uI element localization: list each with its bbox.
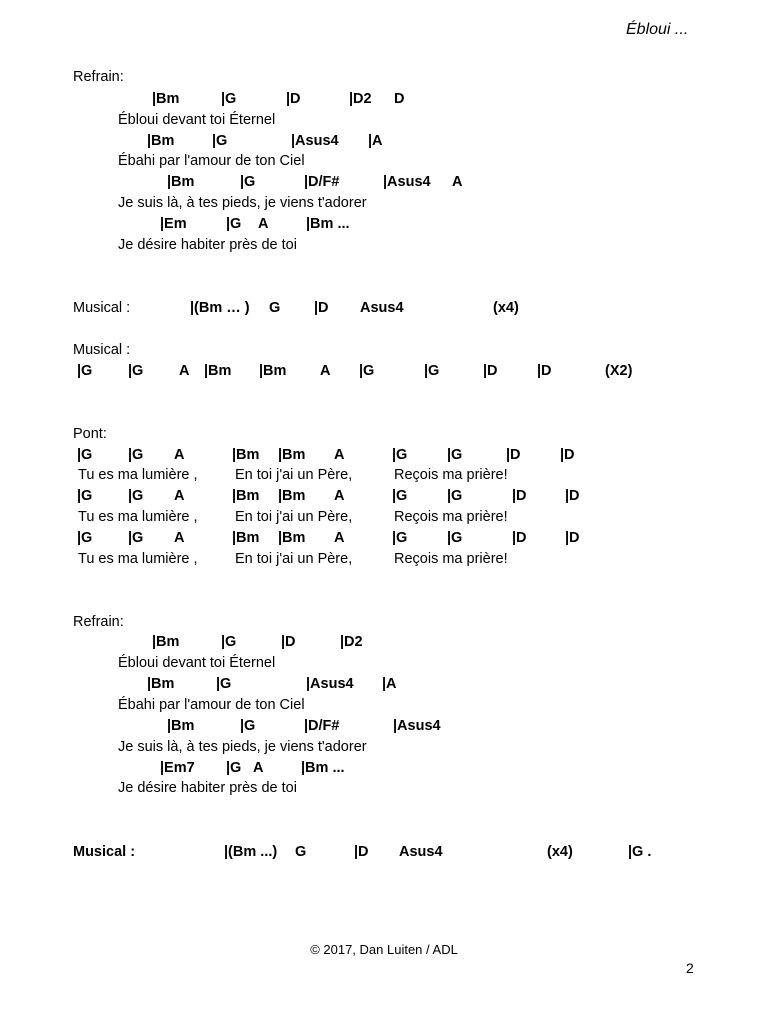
chord-line (0, 172, 768, 192)
chord: |D (483, 363, 498, 379)
chord-line (0, 445, 768, 465)
chord: Asus4 (399, 844, 443, 860)
lyric-line (0, 465, 768, 485)
chord: A (174, 447, 185, 463)
lyric: Tu es ma lumière , (78, 467, 198, 483)
chord: |G (216, 676, 232, 692)
chord: |G (77, 447, 93, 463)
refrain-1-heading-line (0, 67, 768, 87)
chord: |G (240, 174, 256, 190)
refrain-2-heading-line (0, 612, 768, 632)
chord: |D (565, 530, 580, 546)
chord: A (334, 530, 345, 546)
chord: |G (392, 530, 408, 546)
chord: |D (560, 447, 575, 463)
chord: |G (212, 133, 228, 149)
chord: |G (392, 488, 408, 504)
chord: |Bm (232, 447, 260, 463)
musical-line (0, 298, 768, 318)
chord: (x4) (493, 300, 519, 316)
chord: |A (368, 133, 383, 149)
chord-line (0, 528, 768, 548)
section-heading: Refrain: (73, 614, 124, 630)
chord: |G (77, 363, 93, 379)
chord-line (0, 632, 768, 652)
chord: A (452, 174, 463, 190)
lyric-line (0, 653, 768, 673)
chord: (x4) (547, 844, 573, 860)
lyric: Reçois ma prière! (394, 467, 508, 483)
page-number: 2 (686, 960, 694, 976)
musical-label: Musical : (73, 342, 131, 358)
chord: |Asus4 (383, 174, 431, 190)
chord: |Asus4 (291, 133, 339, 149)
chord: A (334, 447, 345, 463)
chord: |G (392, 447, 408, 463)
chord: |Bm (278, 447, 306, 463)
chord: D (394, 91, 405, 107)
lyric-line (0, 737, 768, 757)
chord: |G (240, 718, 256, 734)
chord: G (295, 844, 307, 860)
pont-heading-line (0, 424, 768, 444)
chord: |G (128, 447, 144, 463)
chord: |Asus4 (393, 718, 441, 734)
chord: |D (512, 488, 527, 504)
chord: |Bm (147, 676, 175, 692)
lyric: Ébahi par l'amour de ton Ciel (118, 153, 305, 169)
chord: |Asus4 (306, 676, 354, 692)
chord: |G . (628, 844, 652, 860)
chord: |G (128, 530, 144, 546)
lyric: Ébloui devant toi Éternel (118, 112, 276, 128)
chord-line (0, 361, 768, 381)
lyric: En toi j'ai un Père, (235, 551, 353, 567)
chord: |Bm ... (306, 216, 350, 232)
lyric: Ébloui devant toi Éternel (118, 655, 276, 671)
lyric: Je désire habiter près de toi (118, 780, 297, 796)
lyric-line (0, 235, 768, 255)
chord: |Em (160, 216, 187, 232)
section-heading: Pont: (73, 426, 107, 442)
chord: |G (221, 634, 237, 650)
musical-line (0, 842, 768, 862)
chord: |Bm (204, 363, 232, 379)
chord: G (269, 300, 281, 316)
chord: Asus4 (360, 300, 404, 316)
chord: |G (77, 488, 93, 504)
chord: |D (506, 447, 521, 463)
lyric: Je suis là, à tes pieds, je viens t'adorer (118, 739, 367, 755)
chord: |Em7 (160, 760, 195, 776)
musical-label: Musical : (73, 844, 136, 860)
chord: |D2 (349, 91, 372, 107)
chord-line (0, 89, 768, 109)
chord: |Bm (167, 174, 195, 190)
chord: A (253, 760, 264, 776)
chord: |(Bm … ) (190, 300, 250, 316)
lyric-line (0, 507, 768, 527)
chord: |G (359, 363, 375, 379)
chord: |G (447, 530, 463, 546)
chord: |Bm (147, 133, 175, 149)
chord: |Bm (232, 488, 260, 504)
section-heading: Refrain: (73, 69, 124, 85)
chord: |G (424, 363, 440, 379)
chord: |G (447, 488, 463, 504)
chord-line (0, 131, 768, 151)
chord-line (0, 486, 768, 506)
chord: |Bm (152, 634, 180, 650)
chord: A (334, 488, 345, 504)
chord: |A (382, 676, 397, 692)
lyric: Je désire habiter près de toi (118, 237, 297, 253)
page-title: Ébloui ... (626, 21, 689, 38)
lyric-line (0, 778, 768, 798)
lyric: En toi j'ai un Père, (235, 509, 353, 525)
chord: |G (447, 447, 463, 463)
chord: |Bm (167, 718, 195, 734)
chord: |Bm (259, 363, 287, 379)
chord: |D (565, 488, 580, 504)
lyric: Ébahi par l'amour de ton Ciel (118, 697, 305, 713)
chord: |Bm (278, 488, 306, 504)
chord: |D (286, 91, 301, 107)
chord-line (0, 674, 768, 694)
chord-line (0, 214, 768, 234)
chord: |Bm (152, 91, 180, 107)
chord: A (258, 216, 269, 232)
chord: A (320, 363, 331, 379)
lyric-line (0, 695, 768, 715)
chord: |G (226, 216, 242, 232)
lyric-line (0, 151, 768, 171)
chord: |Bm (278, 530, 306, 546)
lyric: Tu es ma lumière , (78, 551, 198, 567)
chord: |Bm (232, 530, 260, 546)
chord: |G (128, 363, 144, 379)
lyric: En toi j'ai un Père, (235, 467, 353, 483)
lyric-line (0, 110, 768, 130)
chord: |D (281, 634, 296, 650)
musical-heading-line (0, 340, 768, 360)
chord: A (174, 488, 185, 504)
chord: |G (226, 760, 242, 776)
chord-line (0, 716, 768, 736)
lyric-line (0, 193, 768, 213)
chord: |D (537, 363, 552, 379)
chord: |D (314, 300, 329, 316)
chord: (X2) (605, 363, 633, 379)
lyric-line (0, 549, 768, 569)
musical-label: Musical : (73, 300, 131, 316)
chord: |D (354, 844, 369, 860)
lyric: Je suis là, à tes pieds, je viens t'adorer (118, 195, 367, 211)
chord: A (179, 363, 190, 379)
chord: |D (512, 530, 527, 546)
chord: |Bm ... (301, 760, 345, 776)
chord-line (0, 758, 768, 778)
chord: |(Bm ...) (224, 844, 278, 860)
copyright: © 2017, Dan Luiten / ADL (310, 942, 458, 957)
chord: |D/F# (304, 718, 340, 734)
lyric: Reçois ma prière! (394, 509, 508, 525)
chord: |G (77, 530, 93, 546)
chord: |G (221, 91, 237, 107)
chord: A (174, 530, 185, 546)
lyric: Tu es ma lumière , (78, 509, 198, 525)
chord: |G (128, 488, 144, 504)
chord: |D2 (340, 634, 363, 650)
chord: |D/F# (304, 174, 340, 190)
lyric: Reçois ma prière! (394, 551, 508, 567)
